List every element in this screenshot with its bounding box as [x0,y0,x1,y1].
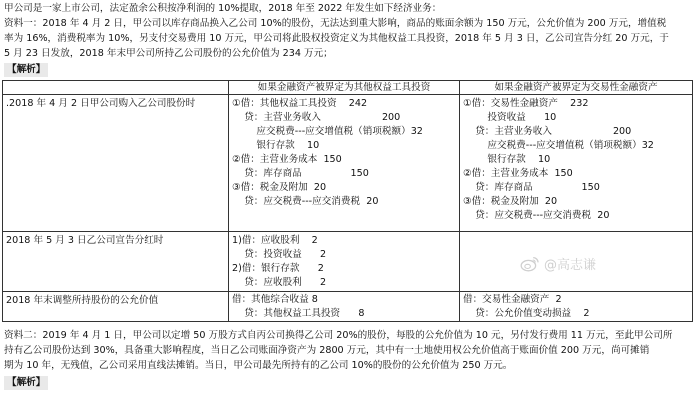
entry-line: 贷：主营业务收入 200 [232,112,401,123]
analysis-tag-2 [4,376,48,390]
row-dividend-label-text: 2018 年 5 月 3 日乙公司宣告分红时 [6,235,164,246]
row-yearend-oci-entries [229,292,460,322]
entry-line: 银行存款 10 [463,154,551,165]
entry-line: 贷：应交税费---应交消费税 20 [463,210,610,221]
row-purchase-oci-entries [229,95,460,232]
row-dividend-label [3,232,229,292]
outro-line-2: 持有乙公司股份达到 30%，具备重大影响程度，当日乙公司账面净资产为 2800 万元，其中有一土地使用权公允价值高于账面价值 200 万元，尚可摊销 [4,345,650,356]
analysis-tag-label: 【解析】 [4,63,48,77]
header-oci-equity-text: 如果金融资产被界定为其他权益工具投资 [257,82,431,93]
watermark-text: @高志谦 [544,258,597,273]
outro-line-3: 期为 10 年，无残值，乙公司采用直线法摊销。当日，甲公司最先所持有的乙公司 10%的股份的公允价值为 250 万元。 [4,360,513,371]
entry-line: 贷：应收股利 2 [232,277,327,288]
entry-line: 贷：公允价值变动损益 2 [463,308,590,319]
outro-line-1: 资料二：2019 年 4 月 1 日，甲公司以定增 50 万股方式自丙公司换得乙公司 20%的股份，每股的公允价值为 10 元，另付发行费用 11 万元，至此甲公司所 [4,330,673,341]
weibo-icon [520,256,540,272]
row-yearend-label-text: 2018 年末调整所持股份的公允价值 [6,295,159,306]
entry-line: 贷：其他权益工具投资 8 [232,308,365,319]
entry-line: 1)借：应收股利 2 [232,235,318,246]
entry-line: 2)借：银行存款 2 [232,263,324,274]
row-yearend-label [3,292,229,322]
watermark [520,254,596,273]
entry-line: 贷：库存商品 150 [463,182,600,193]
row-yearend-trading-entries [460,292,693,322]
intro-line-1: 甲公司是一家上市公司，法定盈余公积按净利润的 10%提取，2018 年至 2022 年发生如下经济业务： [4,3,442,14]
entry-line: 应交税费---应交增值税（销项税额）32 [463,140,654,151]
entry-line: ②借：主营业务成本 150 [232,154,342,165]
analysis-tag-1 [4,63,48,77]
entry-line: ②借：主营业务成本 150 [463,168,573,179]
analysis-tag-label: 【解析】 [4,376,48,390]
row-purchase-label-text: .2018 年 4 月 2 日甲公司购入乙公司股份时 [6,98,196,109]
row-purchase-trading-entries [460,95,693,232]
intro-line-2: 资料一：2018 年 4 月 2 日，甲公司以库存商品换入乙公司 10%的股份，无法达到重大影响，商品的账面余额为 150 万元，公允价值为 200 万元，增值税 [4,18,667,29]
entry-line: 贷：主营业务收入 200 [463,126,632,137]
entry-line: 借：交易性金融资产 2 [463,294,562,305]
entry-line: 应交税费---应交增值税（销项税额）32 [232,126,423,137]
intro-line-3: 率为 16%，消费税率为 10%，另支付交易费用 10 万元，甲公司将此股权投资定义为其他权益工具投资，2018 年 5 月 3 日，乙公司宣告分红 20 万元，于 [4,33,669,44]
entry-line: 贷：投资收益 2 [232,249,327,260]
entry-line: 贷：库存商品 150 [232,168,369,179]
header-trading-asset-text: 如果金融资产被界定为交易性金融资产 [494,82,658,93]
row-dividend-oci-entries [229,232,460,292]
journal-table [2,80,693,322]
entry-line: 贷：应交税费---应交消费税 20 [232,196,379,207]
entry-line: 银行存款 10 [232,140,320,151]
header-trading-asset [460,81,693,95]
row-purchase-label [3,95,229,232]
entry-line: ③借：税金及附加 20 [463,196,558,207]
entry-line: ①借：交易性金融资产 232 [463,98,589,109]
header-oci-equity [229,81,460,95]
header-empty-cell [3,81,229,95]
entry-line: ③借：税金及附加 20 [232,182,327,193]
entry-line: 投资收益 10 [463,112,557,123]
entry-line: ①借：其他权益工具投资 242 [232,98,368,109]
entry-line: 借：其他综合收益 8 [232,294,318,305]
intro-line-4: 5 月 23 日发放，2018 年末甲公司所持乙公司股份的公允价值为 234 万元； [4,48,333,59]
